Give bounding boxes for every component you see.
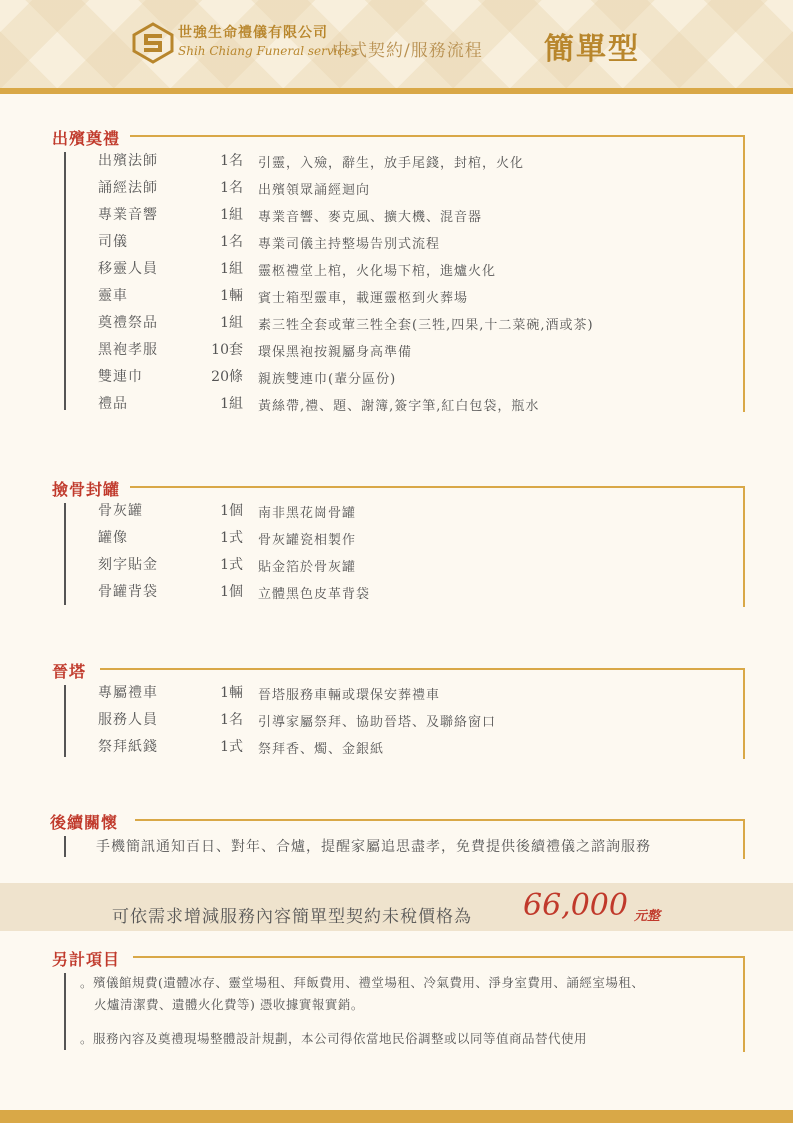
- item-qty: 1式: [220, 530, 243, 546]
- item-name: 靈車: [98, 288, 128, 304]
- item-name: 服務人員: [98, 712, 158, 728]
- list-item: [98, 177, 243, 199]
- item-qty: 1名: [220, 712, 243, 728]
- extra-line-1: 。殯儀館規費(遺體冰存、靈堂場租、拜飯費用、禮堂場租、冷氣費用、淨身室費用、誦經室場租、: [80, 975, 645, 990]
- item-name: 專業音響: [98, 207, 158, 223]
- plan-type-title: 簡單型: [544, 32, 640, 67]
- list-item: [98, 366, 243, 388]
- item-name: 骨罐背袋: [98, 584, 158, 600]
- section-title-urn: 撿骨封罐: [52, 477, 124, 500]
- item-name: 雙連巾: [98, 369, 143, 385]
- section-bar-aftercare: [64, 836, 66, 857]
- extra-line-2: 火爐清潔費、遺體火化費等) 憑收據實報實銷。: [94, 997, 364, 1012]
- item-name: 祭拜紙錢: [98, 739, 158, 755]
- section-title-tower: 晉塔: [52, 659, 90, 682]
- header-divider: [0, 88, 793, 94]
- item-qty: 1式: [220, 557, 243, 573]
- item-name: 罐像: [98, 530, 128, 546]
- list-item: [98, 527, 243, 549]
- item-qty: 1組: [220, 261, 243, 277]
- company-logo-icon: [132, 22, 174, 64]
- item-qty: 1名: [220, 180, 243, 196]
- section-bar-funeral: [64, 152, 66, 410]
- company-name-en: Shih Chiang Funeral services: [178, 44, 358, 58]
- item-qty: 1組: [220, 207, 243, 223]
- section-bar-extra: [64, 973, 66, 1050]
- page-subtitle: 中式契約/服務流程: [332, 41, 483, 61]
- list-item: [98, 581, 243, 603]
- price-unit: 元整: [634, 909, 661, 924]
- list-item: [98, 554, 243, 576]
- extra-line-3: 。服務內容及奠禮現場整體設計規劃，本公司得依當地民俗調整或以同等值商品替代使用: [80, 1031, 588, 1046]
- item-qty: 1輛: [220, 288, 243, 304]
- list-item: [98, 312, 243, 334]
- list-item: [98, 258, 243, 280]
- section-title-aftercare: 後續關懷: [50, 810, 122, 833]
- item-qty: 1個: [220, 584, 243, 600]
- item-name: 刻字貼金: [98, 557, 158, 573]
- list-item: [98, 231, 243, 253]
- item-name: 黑袍孝服: [98, 342, 158, 358]
- section-bar-tower: [64, 685, 66, 757]
- price-amount: 66,000: [523, 888, 628, 923]
- list-item: [98, 393, 243, 415]
- section-title-funeral: 出殯奠禮: [52, 126, 124, 149]
- item-qty: 1組: [220, 396, 243, 412]
- list-item: [98, 500, 243, 522]
- item-qty: 20條: [211, 369, 243, 385]
- item-name: 禮品: [98, 396, 128, 412]
- list-item: [98, 150, 243, 172]
- item-qty: 1組: [220, 315, 243, 331]
- item-qty: 1個: [220, 503, 243, 519]
- list-item: [98, 682, 243, 704]
- list-item: [98, 285, 243, 307]
- item-qty: 1式: [220, 739, 243, 755]
- list-item: [98, 204, 243, 226]
- list-item: [98, 736, 243, 758]
- item-name: 移靈人員: [98, 261, 158, 277]
- item-name: 誦經法師: [98, 180, 158, 196]
- footer-bar: [0, 1110, 793, 1123]
- list-item: [98, 709, 243, 731]
- item-name: 出殯法師: [98, 153, 158, 169]
- section-title-extra: 另計項目: [52, 947, 124, 970]
- item-qty: 1名: [220, 234, 243, 250]
- section-bar-urn: [64, 503, 66, 605]
- item-qty: 1輛: [220, 685, 243, 701]
- company-name-cn: 世強生命禮儀有限公司: [178, 25, 328, 41]
- price-label: 可依需求增減服務內容簡單型契約未稅價格為: [112, 907, 472, 927]
- item-name: 奠禮祭品: [98, 315, 158, 331]
- list-item: [98, 339, 243, 361]
- item-name: 專屬禮車: [98, 685, 158, 701]
- aftercare-text: 手機簡訊通知百日、對年、合爐，提醒家屬追思盡孝，免費提供後續禮儀之諮詢服務: [96, 839, 651, 855]
- item-qty: 10套: [211, 342, 243, 358]
- item-name: 骨灰罐: [98, 503, 143, 519]
- item-name: 司儀: [98, 234, 128, 250]
- item-qty: 1名: [220, 153, 243, 169]
